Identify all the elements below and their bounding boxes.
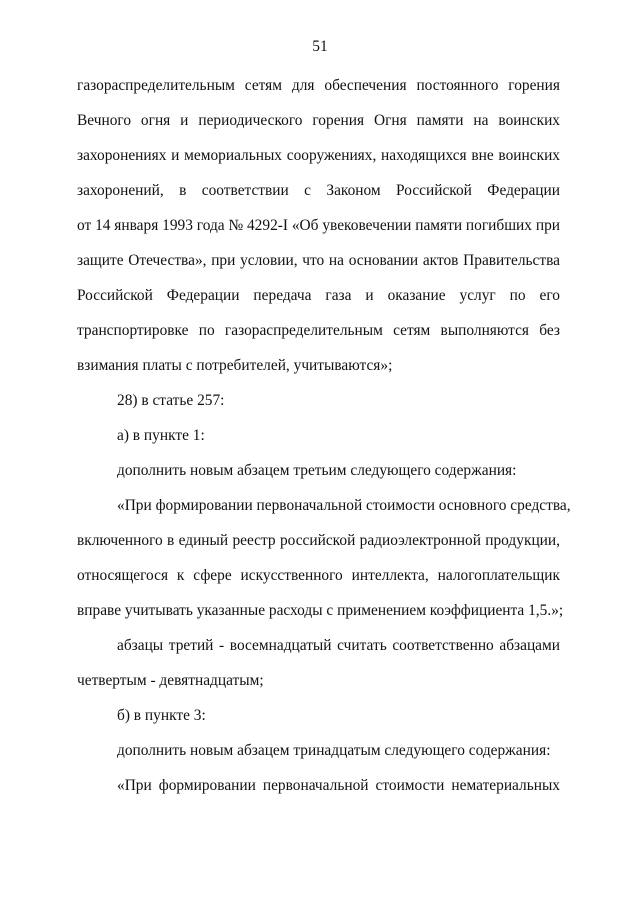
text-line: б) в пункте 3: — [117, 707, 206, 724]
text-line: Российской Федерации передача газа и оказание услуг по его — [77, 287, 560, 304]
text-line: газораспределительным сетям для обеспечения постоянного горения — [77, 77, 560, 94]
text-line: 28) в статье 257: — [117, 392, 225, 409]
text-line: защите Отечества», при условии, что на основании актов Правительства — [77, 252, 560, 269]
page-number: 51 — [312, 38, 328, 55]
text-line: а) в пункте 1: — [117, 427, 205, 444]
text-line: относящегося к сфере искусственного интеллекта, налогоплательщик — [77, 567, 560, 584]
text-line: включенного в единый реестр российской радиоэлектронной продукции, — [77, 532, 560, 549]
text-line: захоронениях и мемориальных сооружениях, находящихся вне воинских — [77, 147, 560, 164]
text-line: абзацы третий - восемнадцатый считать соответственно абзацами — [117, 637, 560, 654]
text-line: от 14 января 1993 года № 4292-I «Об увековечении памяти погибших при — [77, 217, 561, 234]
text-line: захоронений, в соответствии с Законом Российской Федерации — [77, 182, 560, 199]
text-line: взимания платы с потребителей, учитываются»; — [77, 357, 393, 374]
text-line: «При формировании первоначальной стоимости основного средства, — [117, 497, 571, 514]
text-line: Вечного огня и периодического горения Огня памяти на воинских — [77, 112, 560, 129]
text-line: дополнить новым абзацем тринадцатым следующего содержания: — [117, 742, 551, 759]
text-line: дополнить новым абзацем третьим следующего содержания: — [117, 462, 517, 479]
text-line: «При формировании первоначальной стоимости нематериальных — [117, 777, 560, 794]
text-line: четвертым - девятнадцатым; — [77, 672, 264, 689]
text-line: вправе учитывать указанные расходы с применением коэффициента 1,5.»; — [77, 602, 564, 619]
text-line: транспортировке по газораспределительным сетям выполняются без — [77, 322, 560, 339]
